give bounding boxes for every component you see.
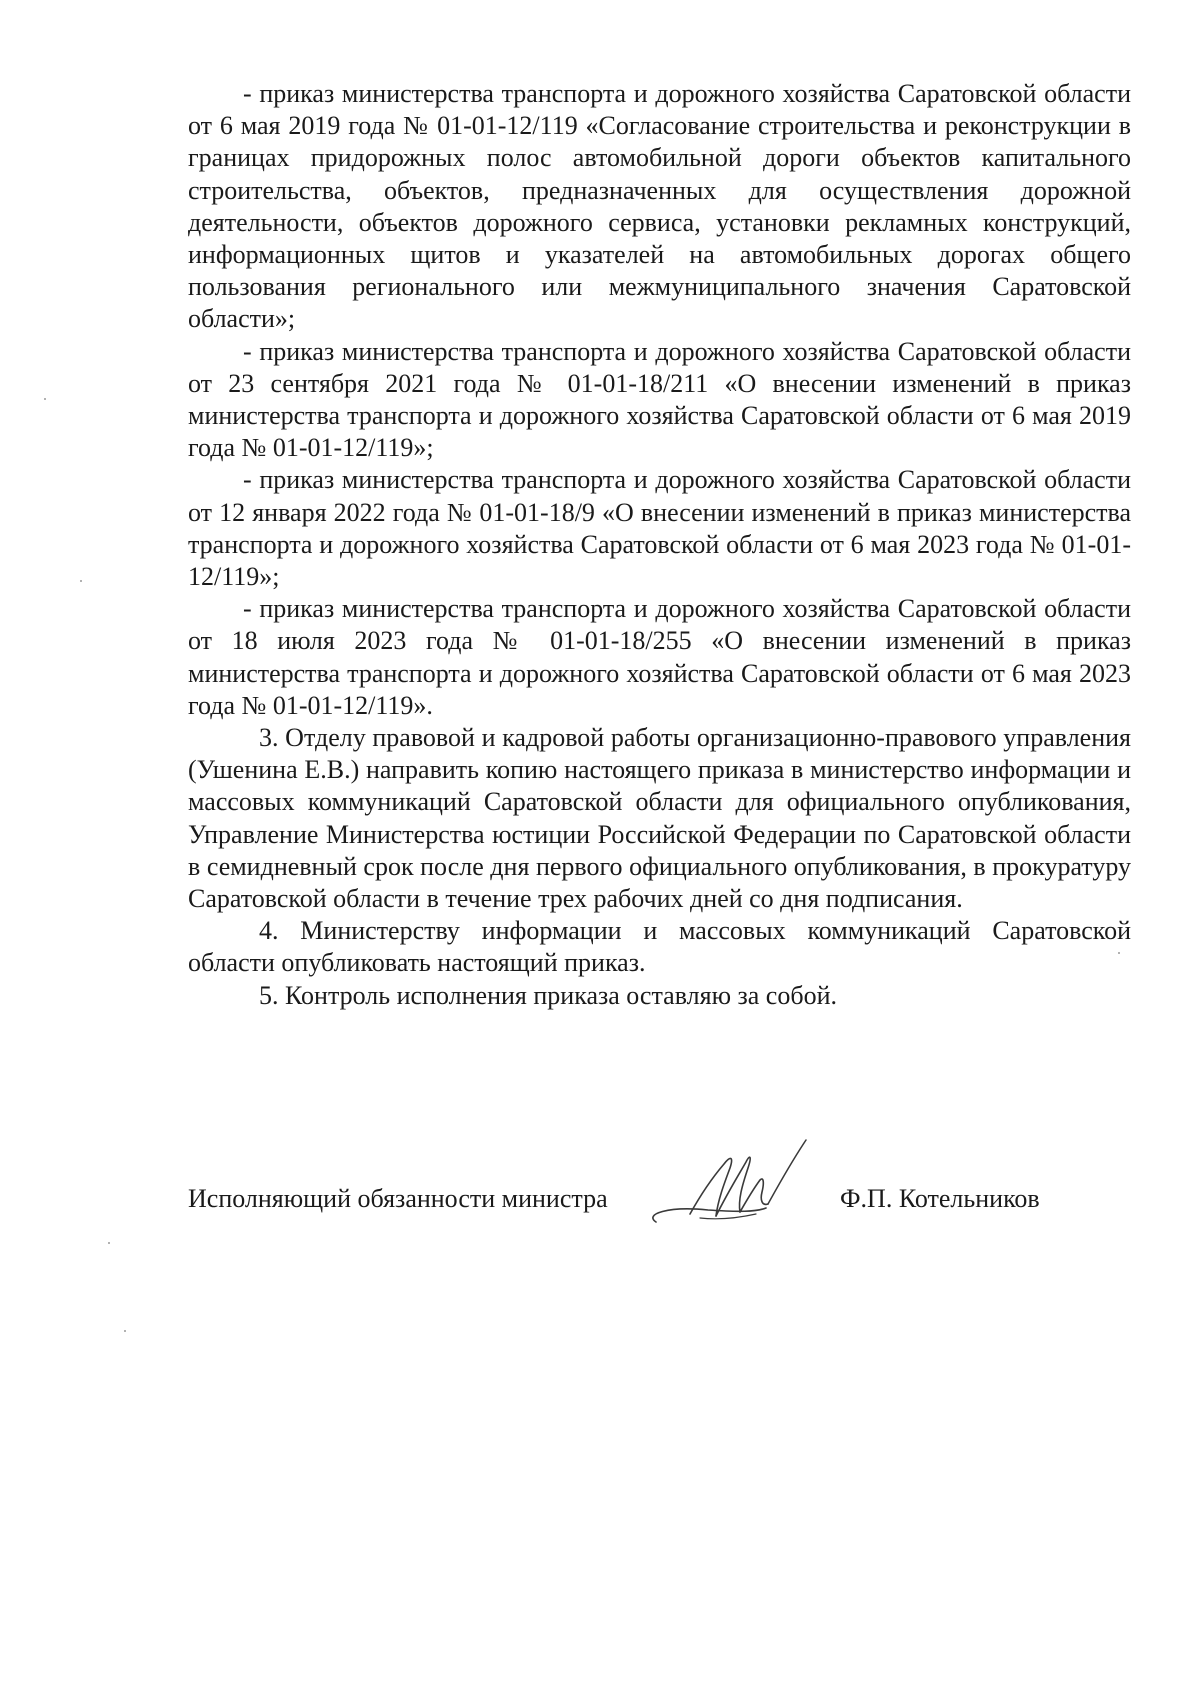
scan-speck (108, 1242, 110, 1244)
document-body (188, 78, 1131, 1012)
paragraph-item-5: 5. Контроль исполнения приказа оставляю за собой. (259, 980, 837, 1010)
paragraph-order-2019: - приказ министерства транспорта и дорожного хозяйства Саратовской области от 6 мая 2019 года № 01-01-12/119 «Согласование строительства и реконструкции в границах придорожных полос автомобильной дороги объектов капитального строительства, объектов, предназначенных для осуществления дорожной деятельности, объектов дорожного сервиса, установки рекламных конструкций, информационных щитов и указателей на автомобильных дорогах общего пользования регионального или межмуниципального значения Саратовской области»; (188, 79, 1131, 334)
paragraph-order-2023: - приказ министерства транспорта и дорожного хозяйства Саратовской области от 18 июля 2023 года № 01-01-18/255 «О внесении изменений в приказ министерства транспорта и дорожного хозяйства Саратовской области от 6 мая 2023 года № 01-01-12/119». (188, 594, 1131, 720)
scan-speck (80, 580, 82, 582)
paragraph-order-2021: - приказ министерства транспорта и дорожного хозяйства Саратовской области от 23 сентября 2021 года № 01-01-18/211 «О внесении изменений в приказ министерства транспорта и дорожного хозяйства Саратовской области от 6 мая 2019 года № 01-01-12/119»; (188, 336, 1131, 463)
scan-speck (1118, 952, 1120, 954)
paragraph-item-4: 4. Министерству информации и массовых коммуникаций Саратовской области опубликовать настоящий приказ. (188, 916, 1131, 978)
paragraph-order-2022: - приказ министерства транспорта и дорожного хозяйства Саратовской области от 12 января 2022 года № 01-01-18/9 «О внесении изменений в приказ министерства транспорта и дорожного хозяйства Саратовской области от 6 мая 2023 года № 01-01-12/119»; (188, 465, 1131, 592)
signatory-title: Исполняющий обязанности министра (188, 1184, 608, 1213)
handwritten-signature (638, 1126, 828, 1236)
signature-block (188, 1170, 1128, 1280)
scan-speck (124, 1330, 126, 1332)
paragraph-item-3: 3. Отделу правовой и кадровой работы организационно-правового управления (Ушенина Е.В.) направить копию настоящего приказа в министерство информации и массовых коммуникаций Саратовской области для официального опубликования, Управление Министерства юстиции Российской Федерации по Саратовской области в семидневный срок после дня первого официального опубликования, в прокуратуру Саратовской области в течение трех рабочих дней со дня подписания. (188, 723, 1131, 914)
scan-speck (44, 398, 46, 400)
signatory-name: Ф.П. Котельников (840, 1184, 1040, 1213)
